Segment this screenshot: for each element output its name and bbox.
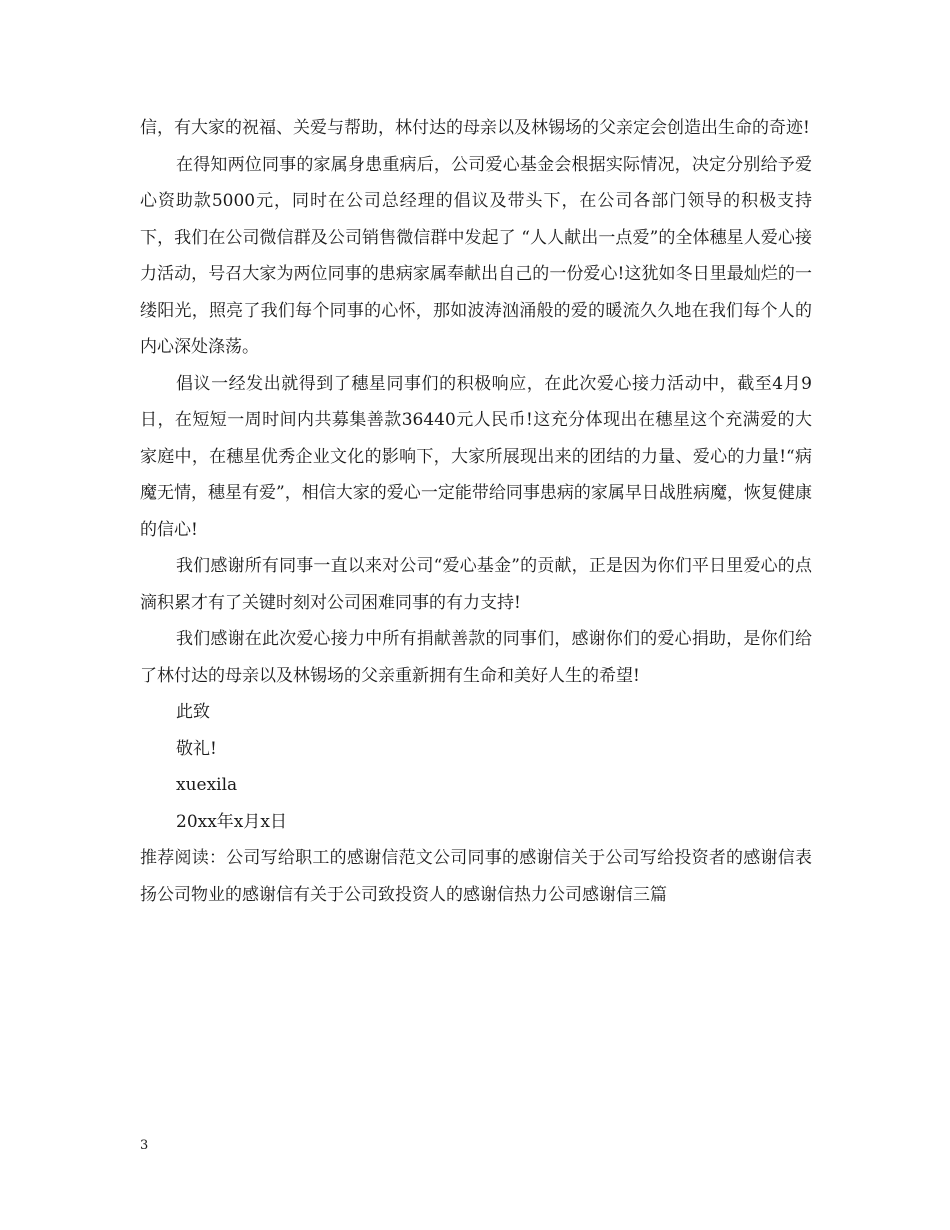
- recommended-reading: 推荐阅读：公司写给职工的感谢信范文公司同事的感谢信关于公司写给投资者的感谢信表扬公司物业的感谢信有关于公司致投资人的感谢信热力公司感谢信三篇: [140, 848, 812, 905]
- closing-salutation: 此致: [176, 702, 210, 722]
- paragraph-thanks-fund: 我们感谢所有同事一直以来对公司“爱心基金”的贡献，正是因为你们平日里爱心的点滴积累才有了关键时刻对公司困难同事的有力支持!: [140, 556, 812, 613]
- page-number: 3: [140, 1138, 149, 1153]
- paragraph-donation-result: 倡议一经发出就得到了穗星同事们的积极响应，在此次爱心接力活动中，截至4月9日，在短短一周时间内共募集善款36440元人民币!这充分体现出在穗星这个充满爱的大家庭中，在穗星优秀企业文化的影响下，大家所展现出来的团结的力量、爱心的力量!“病魔无情，穗星有爱”，相信大家的爱心一定能带给同事患病的家属早日战胜病魔，恢复健康的信心!: [140, 373, 812, 540]
- closing-regards: 敬礼!: [176, 738, 217, 759]
- paragraph-donation-announcement: 在得知两位同事的家属身患重病后，公司爱心基金会根据实际情况，决定分别给予爱心资助款5000元，同时在公司总经理的倡议及带头下，在公司各部门领导的积极支持下，我们在公司微信群及公司销售微信群中发起了 “人人献出一点爱”的全体穗星人爱心接力活动，号召大家为两位同事的患病家属奉献出自己的一份爱心!这犹如冬日里最灿烂的一缕阳光，照亮了我们每个同事的心怀，那如波涛汹涌般的爱的暖流久久地在我们每个人的内心深处涤荡。: [140, 154, 812, 357]
- closing-date: 20xx年x月x日: [176, 811, 287, 832]
- letter-body: [140, 110, 812, 913]
- paragraph-continuation: 信，有大家的祝福、关爱与帮助，林付达的母亲以及林锡场的父亲定会创造出生命的奇迹!: [140, 118, 810, 138]
- closing-signature: xuexila: [176, 775, 238, 795]
- paragraph-thanks-donors: 我们感谢在此次爱心接力中所有捐献善款的同事们，感谢你们的爱心捐助，是你们给了林付达的母亲以及林锡场的父亲重新拥有生命和美好人生的希望!: [140, 629, 812, 686]
